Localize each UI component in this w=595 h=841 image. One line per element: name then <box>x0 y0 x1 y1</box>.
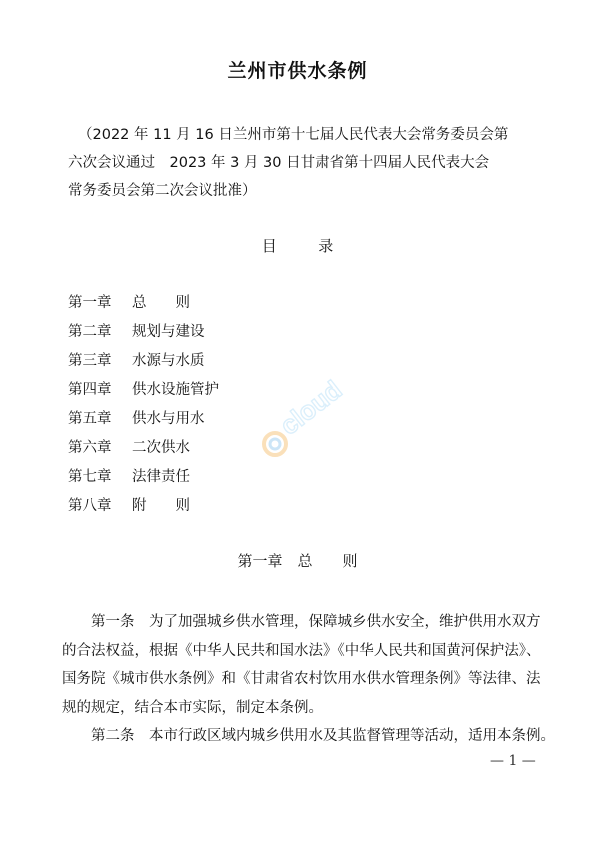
article-2-line-1: 第二条 本市行政区域内城乡供用水及其监督管理等活动，适用本条例。 <box>62 728 555 744</box>
toc-chapter-number: 第一章 <box>68 295 112 311</box>
toc-chapter-number: 第五章 <box>68 411 112 427</box>
cloud-logo-icon <box>255 378 365 468</box>
toc-item-2 <box>68 318 368 347</box>
toc-item-1 <box>68 289 368 318</box>
watermark-graphic <box>255 378 365 468</box>
approval-line-1: （2022 年 11 月 16 日兰州市第十七届人民代表大会常务委员会第 <box>78 127 509 143</box>
toc-chapter-name: 二次供水 <box>132 440 190 456</box>
toc-chapter-number: 第二章 <box>68 324 112 340</box>
toc-chapter-number: 第三章 <box>68 353 112 369</box>
toc-chapter-name: 供水设施管护 <box>132 382 219 398</box>
toc-chapter-name: 总 则 <box>132 295 190 311</box>
toc-heading-part-2: 录 <box>318 237 334 255</box>
toc-chapter-name: 附 则 <box>132 498 190 514</box>
watermark-ring-orange <box>264 433 286 455</box>
chapter-heading: 第一章 总 则 <box>237 552 358 570</box>
toc-chapter-name: 水源与水质 <box>132 353 205 369</box>
toc-item-8 <box>68 492 368 521</box>
toc-chapter-number: 第七章 <box>68 469 112 485</box>
approval-line-3: 常务委员会第二次会议批准） <box>68 183 257 199</box>
article-1-line-2: 的合法权益，根据《中华人民共和国水法》《中华人民共和国黄河保护法》、 <box>62 642 541 659</box>
article-1-line-3: 国务院《城市供水条例》和《甘肃省农村饮用水供水管理条例》等法律、法 <box>62 671 541 687</box>
approval-note <box>68 121 538 205</box>
watermark-text: cloud <box>274 378 348 441</box>
toc-chapter-name: 规划与建设 <box>132 324 205 340</box>
article-2 <box>62 722 572 751</box>
approval-line-2: 六次会议通过 2023 年 3 月 30 日甘肃省第十四届人民代表大会 <box>68 155 490 171</box>
toc-heading-part-1: 目 <box>261 237 277 255</box>
article-1-line-1: 第一条 为了加强城乡供水管理，保障城乡供水安全，维护供用水双方 <box>62 614 541 630</box>
toc-chapter-number: 第四章 <box>68 382 112 398</box>
article-1-line-4: 规的规定，结合本市实际，制定本条例。 <box>62 699 323 716</box>
toc-chapter-name: 供水与用水 <box>132 411 205 427</box>
watermark-ring-blue <box>270 439 280 449</box>
toc-heading <box>0 235 595 256</box>
toc-chapter-number: 第六章 <box>68 440 112 456</box>
document-title: 兰州市供水条例 <box>227 60 368 82</box>
toc-chapter-name: 法律责任 <box>132 469 190 485</box>
page-number: — 1 — <box>490 753 536 769</box>
toc-chapter-number: 第八章 <box>68 498 112 514</box>
toc-item-3 <box>68 347 368 376</box>
article-1 <box>62 608 572 722</box>
